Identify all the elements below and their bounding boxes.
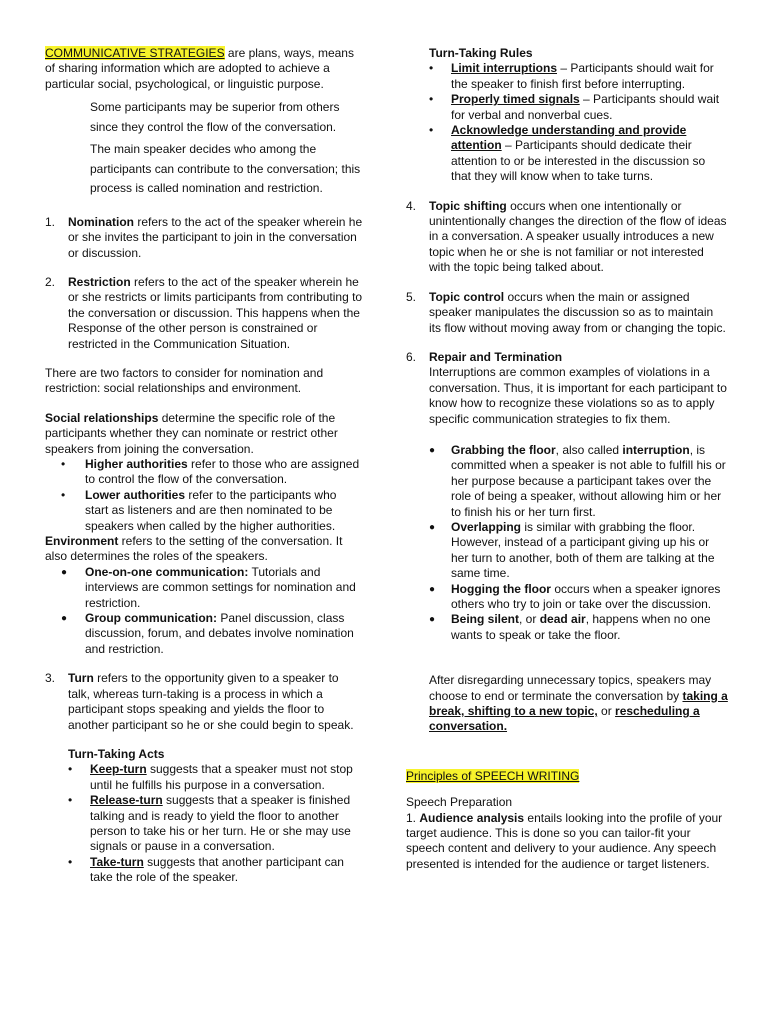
list-item: • Lower authorities refer to the participants who start as listeners and are then nominated to be speakers when called by the higher authorities. (61, 487, 337, 533)
intro-paragraph: COMMUNICATIVE STRATEGIES are plans, ways, means of sharing information which are adopted to achieve a particular social, psychological, or linguistic purpose. (45, 46, 354, 91)
bullet-glyph: ● (61, 566, 68, 578)
list-item: ● One-on-one communication: Tutorials and interviews are common settings for nomination and restriction. (61, 564, 356, 610)
list-item: • Properly timed signals – Participants should wait for verbal and nonverbal cues. (429, 92, 720, 122)
speech-writing-heading: Principles of SPEECH WRITING (406, 768, 580, 783)
bullet-glyph: • (68, 854, 73, 869)
social-relationships-paragraph: Social relationships determine the specific role of the participants whether they can nominate or restrict other speakers from joining the conversation. (45, 410, 338, 456)
list-item: ● Overlapping is similar with grabbing the floor. However, instead of a participant giving up his or her turn to another, both of them are talking at the same time. (429, 519, 715, 581)
item-nomination: 1. Nomination refers to the act of the speaker wherein he or she invites the participant to join in the conversation or discussion. (45, 214, 363, 260)
bullet-glyph: • (429, 92, 434, 107)
bullet-glyph: • (61, 487, 66, 502)
list-item: • Acknowledge understanding and provide attention – Participants should dedicate their attention to or be interested in the discussion so that they will know when to take turns. (429, 123, 706, 184)
bullet-glyph: ● (429, 614, 436, 626)
closing-link-break: taking a break, shifting to a new topic, (429, 688, 728, 719)
list-item: • Higher authorities refer to those who are assigned to control the flow of the conversation. (61, 457, 360, 487)
right-column (406, 46, 728, 872)
bullet-glyph: ● (429, 444, 436, 456)
bullet-glyph: • (429, 61, 434, 76)
turn-taking-acts-list (45, 762, 363, 885)
turn-taking-acts-title: Turn-Taking Acts (68, 746, 165, 761)
environment-paragraph: Environment refers to the setting of the conversation. It also determines the roles of the speakers. (45, 534, 343, 564)
list-item: • Limit interruptions – Participants should wait for the speaker to finish first before interrupting. (429, 61, 714, 91)
item-topic-shifting: 4. Topic shifting occurs when one intentionally or unintentionally changes the direction of the flow of ideas in a conversation. A speaker usually introduces a new topic when he or she is not familiar or not interested with the topic being talked about. (406, 198, 727, 275)
bullet-glyph (67, 140, 90, 199)
turn-taking-rules-title: Turn-Taking Rules (429, 46, 533, 60)
intro-bullet-list (45, 98, 363, 199)
item-restriction: 2. Restriction refers to the act of the speaker wherein he or she restricts or limits participants from contributing to the conversation or discussion. This happens when the Response of the other person is constrained or restricted in the Communication Situation. (45, 274, 363, 351)
bullet-glyph: ● (429, 521, 436, 533)
list-item: ● Being silent, or dead air, happens when no one wants to speak or take the floor. (429, 612, 711, 642)
item-turn: 3. Turn refers to the opportunity given to a speaker to talk, whereas turn-taking is a process in which a participant stops speaking and yields the floor to another participant so he or she could begin to speak. (45, 671, 354, 732)
bullet-glyph: • (68, 793, 73, 808)
item-repair-termination: 6. Repair and Termination Interruptions are common examples of violations in a conversation. Thus, it is important for each participant to know how to recognize these violations so as to apply specific communication strategies to fix them. (406, 349, 727, 426)
factors-paragraph: There are two factors to consider for nomination and restriction: social relationships and environment. (45, 365, 324, 396)
list-item: Some participants may be superior from others since they control the flow of the conversation. (45, 98, 363, 137)
list-item: • Keep-turn suggests that a speaker must not stop until he fulfills his purpose in a conversation. (68, 762, 353, 792)
bullet-glyph: • (429, 123, 434, 138)
bullet-glyph: • (61, 457, 66, 471)
bullet-glyph: ● (61, 613, 68, 625)
bullet-glyph: ● (429, 583, 436, 595)
list-item: ● Grabbing the floor, also called interruption, is committed when a speaker is not able to fulfill his or her purpose because a participant takes over the role of being a speaker, without allowing him or her to finish his or her turn first. (429, 442, 726, 519)
communicative-strategies-term: COMMUNICATIVE STRATEGIES (45, 46, 225, 60)
list-item: The main speaker decides who among the participants can contribute to the conversation; this process is called nomination and restriction. (45, 140, 363, 199)
social-bullet-list (45, 457, 363, 534)
list-item: ● Hogging the floor occurs when a speaker ignores others who try to join or take over the discussion. (429, 581, 721, 611)
bullet-glyph (67, 98, 90, 137)
closing-link-reschedule: rescheduling a conversation. (429, 704, 700, 734)
list-item: • Take-turn suggests that another participant can take the role of the speaker. (68, 854, 344, 885)
audience-analysis-paragraph: 1. Audience analysis entails looking into the profile of your target audience. This is done so you can tailor-fit your speech content and delivery to your audience. Any speech presented is intended for the audience or target listeners. (406, 810, 723, 871)
bullet-glyph: • (68, 762, 73, 777)
environment-bullet-list (45, 565, 363, 657)
speech-preparation-title: Speech Preparation (406, 795, 513, 810)
list-item: • Release-turn suggests that a speaker is finished talking and is ready to yield the floor to another person to take his or her turn. He or she may use signals or pause in a conversation. (68, 793, 351, 854)
left-column (45, 46, 363, 886)
item-topic-control: 5. Topic control occurs when the main or assigned speaker manipulates the discussion so as to maintain its flow without moving away from or changing the topic. (406, 289, 726, 335)
turn-taking-rules-list (406, 61, 728, 184)
closing-paragraph: After disregarding unnecessary topics, speakers may choose to end or terminate the conversation by taking a break, shifting to a new topic, or rescheduling a conversation. (429, 673, 728, 734)
violations-list (406, 443, 728, 643)
list-item: ● Group communication: Panel discussion, class discussion, forum, and debates involve nomination and restriction. (61, 611, 354, 656)
